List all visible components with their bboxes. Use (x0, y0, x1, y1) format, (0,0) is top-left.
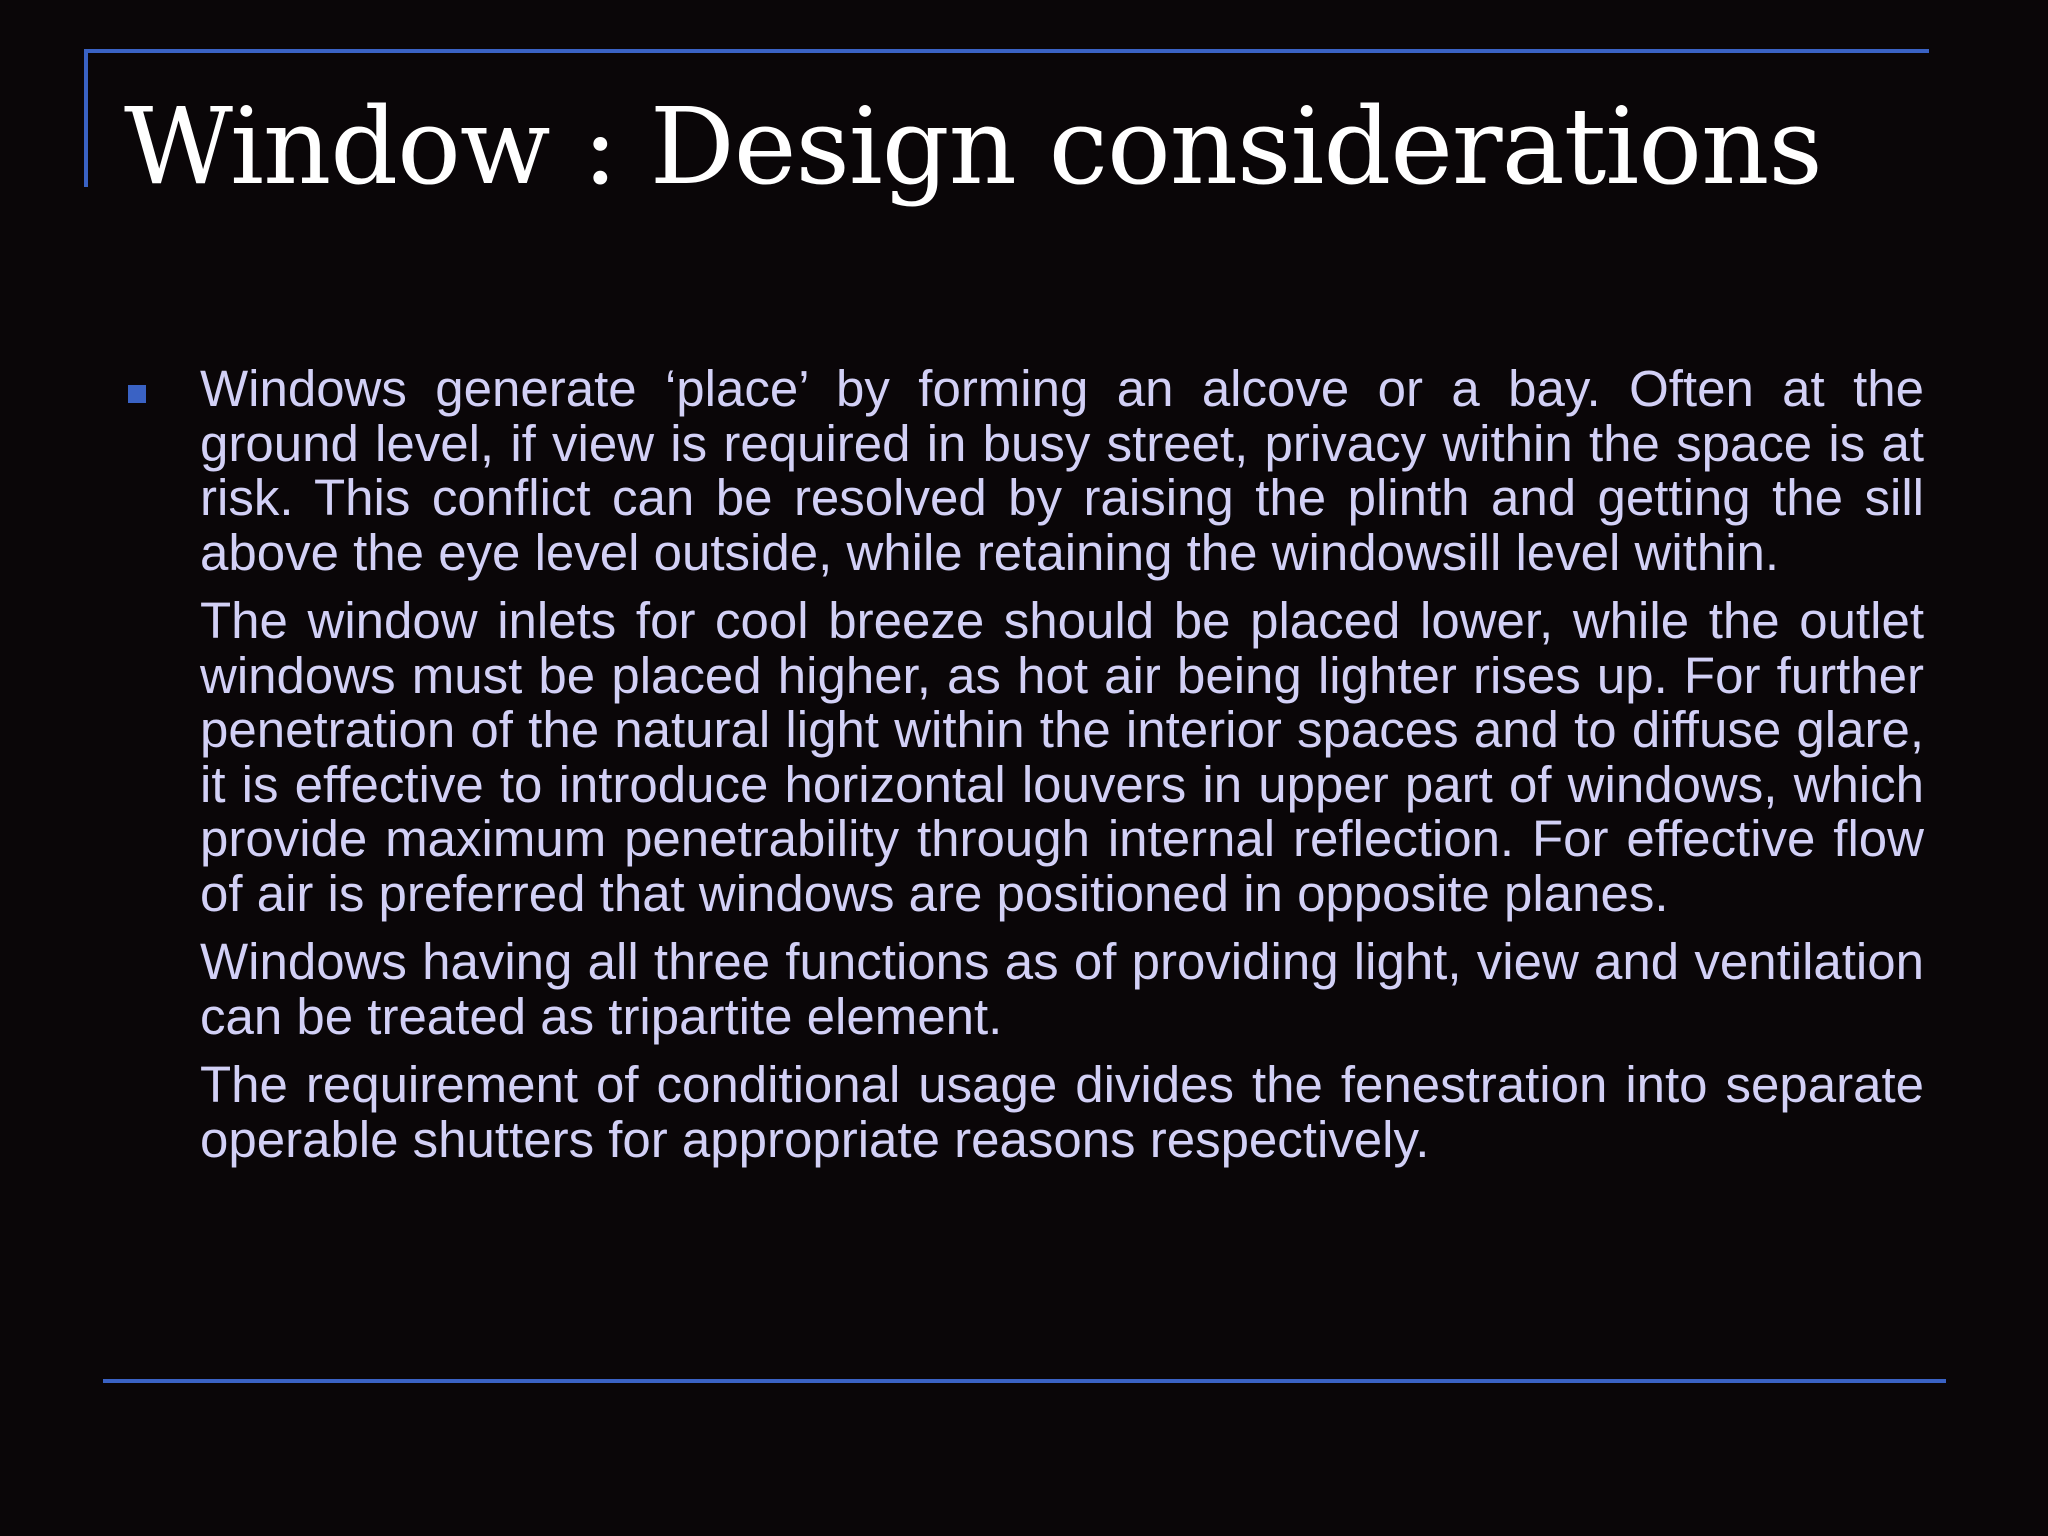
slide-title: Window : Design considerations (124, 85, 1822, 208)
paragraph-2: The window inlets for cool breeze should be placed lower, while the outlet windows must be placed higher, as hot air being lighter rises up. For further penetration of the natural light within the interior spaces and to diffuse glare, it is effective to introduce horizontal louvers in upper part of windows, which provide maximum penetrability through internal reflection. For effective flow of air is preferred that windows are positioned in opposite planes. (200, 592, 1924, 922)
bottom-divider-line (103, 1379, 1946, 1383)
paragraph-3: Windows having all three functions as of providing light, view and ventilation can be treated as tripartite element. (200, 933, 1924, 1045)
paragraph-1: Windows generate ‘place’ by forming an alcove or a bay. Often at the ground level, if view is required in busy street, privacy within the space is at risk. This conflict can be resolved by raising the plinth and getting the sill above the eye level outside, while retaining the windowsill level within. (200, 360, 1924, 581)
left-accent-line (84, 49, 88, 187)
slide-body (200, 362, 1924, 1181)
paragraph-4: The requirement of conditional usage divides the fenestration into separate operable shutters for appropriate reasons respectively. (200, 1056, 1924, 1168)
top-divider-line (84, 49, 1929, 53)
square-bullet-icon (128, 385, 146, 403)
